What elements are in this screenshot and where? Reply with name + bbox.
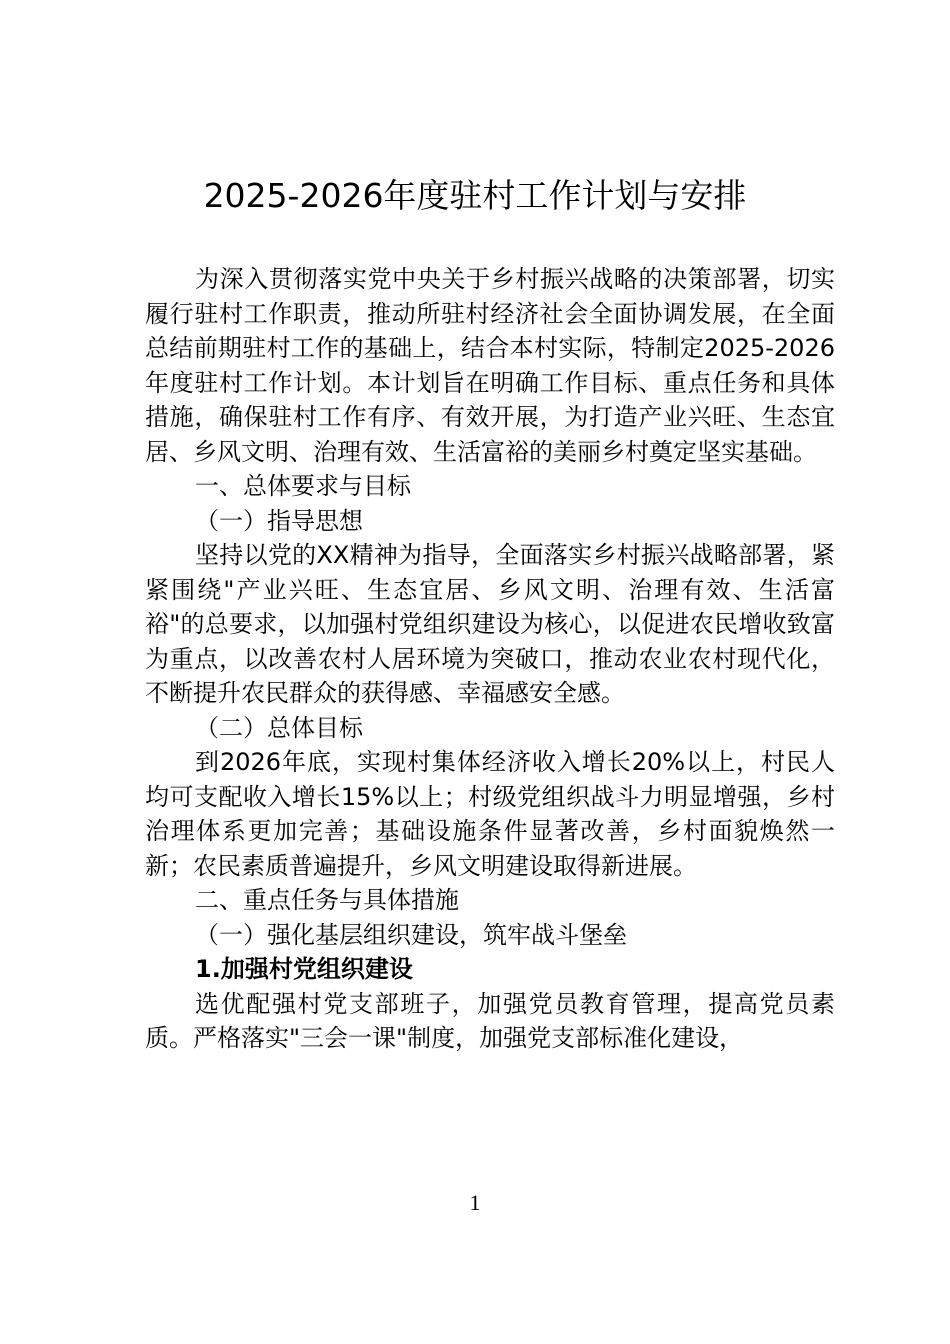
page-number: 1 (469, 1190, 481, 1215)
overall-goal-paragraph: 到2026年底，实现村集体经济收入增长20%以上，村民人均可支配收入增长15%以上；村级党组织战斗力明显增强，乡村治理体系更加完善；基础设施条件显著改善，乡村面貌焕然一新；农民素质普遍提升，乡风文明建设取得新进展。 (145, 748, 835, 880)
intro-paragraph: 为深入贯彻落实党中央关于乡村振兴战略的决策部署，切实履行驻村工作职责，推动所驻村经济社会全面协调发展，在全面总结前期驻村工作的基础上，结合本村实际，特制定2025-2026年度驻村工作计划。本计划旨在明确工作目标、重点任务和具体措施，确保驻村工作有序、有效开展，为打造产业兴旺、生态宜居、乡风文明、治理有效、生活富裕的美丽乡村奠定坚实基础。 (145, 265, 835, 466)
document-title: 2025-2026年度驻村工作计划与安排 (203, 176, 747, 215)
subsection-heading-guiding-thought: （一）指导思想 (195, 506, 363, 535)
item-heading-party-building: 1.加强村党组织建设 (195, 955, 413, 983)
subsection-heading-overall-goal: （二）总体目标 (195, 713, 363, 742)
document-body (145, 262, 835, 1056)
section-heading-2: 二、重点任务与具体措施 (195, 886, 459, 914)
section-heading-1: 一、总体要求与目标 (195, 472, 411, 500)
subsection-heading-organization: （一）强化基层组织建设，筑牢战斗堡垒 (195, 920, 627, 949)
party-building-paragraph: 选优配强村党支部班子，加强党员教育管理，提高党员素质。严格落实"三会一课"制度，加强党支部标准化建设， (145, 989, 835, 1052)
guiding-thought-paragraph: 坚持以党的XX精神为指导，全面落实乡村振兴战略部署，紧紧围绕"产业兴旺、生态宜居、乡风文明、治理有效、生活富裕"的总要求，以加强村党组织建设为核心，以促进农民增收致富为重点，以改善农村人居环境为突破口，推动农业农村现代化，不断提升农民群众的获得感、幸福感安全感。 (145, 541, 835, 707)
